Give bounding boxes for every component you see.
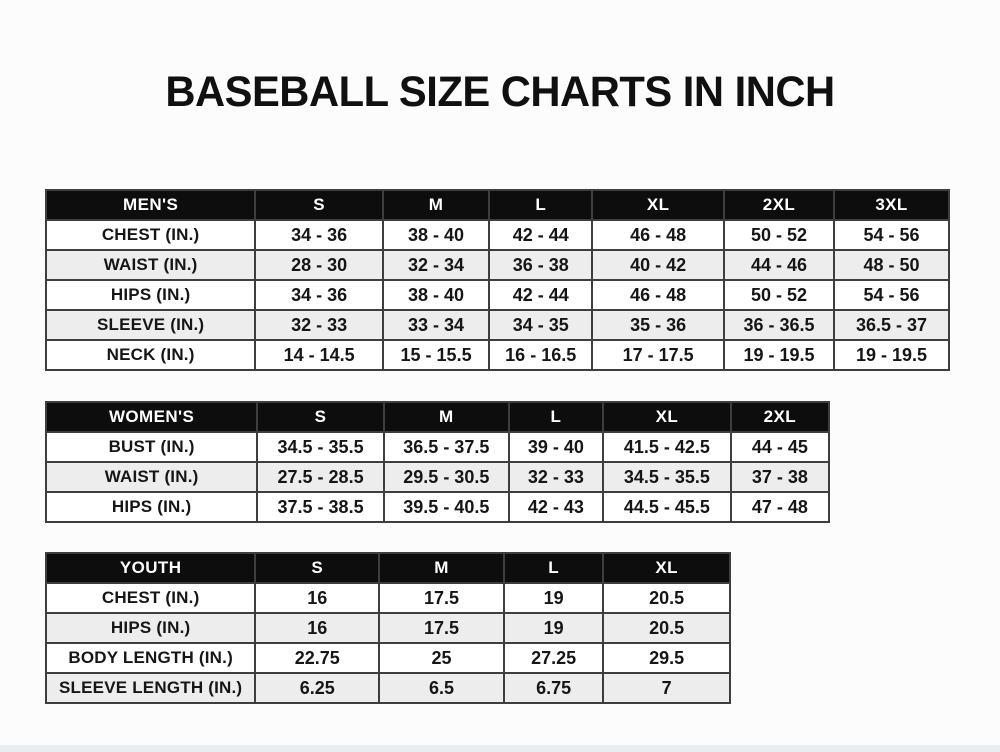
mens-size-header-2xl: 2XL bbox=[725, 191, 833, 219]
mens-value-cell: 50 - 52 bbox=[725, 281, 833, 309]
mens-size-header-l: L bbox=[490, 191, 591, 219]
womens-value-cell: 37.5 - 38.5 bbox=[258, 493, 383, 521]
womens-size-header-s: S bbox=[258, 403, 383, 431]
youth-value-cell: 16 bbox=[256, 614, 378, 642]
mens-value-cell: 34 - 35 bbox=[490, 311, 591, 339]
womens-value-cell: 29.5 - 30.5 bbox=[385, 463, 508, 491]
youth-value-cell: 27.25 bbox=[505, 644, 602, 672]
youth-value-cell: 17.5 bbox=[380, 614, 503, 642]
mens-size-header-m: M bbox=[384, 191, 488, 219]
page-title: BASEBALL SIZE CHARTS IN INCH bbox=[165, 68, 835, 116]
mens-value-cell: 19 - 19.5 bbox=[725, 341, 833, 369]
womens-value-cell: 36.5 - 37.5 bbox=[385, 433, 508, 461]
mens-value-cell: 54 - 56 bbox=[835, 281, 948, 309]
womens-value-cell: 32 - 33 bbox=[510, 463, 602, 491]
womens-value-cell: 44 - 45 bbox=[732, 433, 828, 461]
youth-measurement-label: BODY LENGTH (IN.) bbox=[47, 644, 254, 672]
mens-value-cell: 54 - 56 bbox=[835, 221, 948, 249]
mens-value-cell: 42 - 44 bbox=[490, 281, 591, 309]
youth-value-cell: 19 bbox=[505, 614, 602, 642]
mens-value-cell: 50 - 52 bbox=[725, 221, 833, 249]
mens-value-cell: 44 - 46 bbox=[725, 251, 833, 279]
mens-value-cell: 38 - 40 bbox=[384, 221, 488, 249]
scan-edge-artifact bbox=[0, 745, 1000, 752]
mens-value-cell: 15 - 15.5 bbox=[384, 341, 488, 369]
womens-size-table bbox=[45, 401, 830, 523]
mens-value-cell: 35 - 36 bbox=[593, 311, 723, 339]
youth-value-cell: 16 bbox=[256, 584, 378, 612]
mens-value-cell: 17 - 17.5 bbox=[593, 341, 723, 369]
mens-value-cell: 46 - 48 bbox=[593, 281, 723, 309]
youth-size-header-m: M bbox=[380, 554, 503, 582]
mens-measurement-label: WAIST (IN.) bbox=[47, 251, 254, 279]
mens-value-cell: 16 - 16.5 bbox=[490, 341, 591, 369]
womens-measurement-label: BUST (IN.) bbox=[47, 433, 256, 461]
youth-measurement-label: CHEST (IN.) bbox=[47, 584, 254, 612]
youth-value-cell: 17.5 bbox=[380, 584, 503, 612]
mens-size-header-xl: XL bbox=[593, 191, 723, 219]
youth-size-header-l: L bbox=[505, 554, 602, 582]
mens-value-cell: 42 - 44 bbox=[490, 221, 591, 249]
mens-group-header: MEN'S bbox=[47, 191, 254, 219]
womens-measurement-label: HIPS (IN.) bbox=[47, 493, 256, 521]
mens-value-cell: 14 - 14.5 bbox=[256, 341, 382, 369]
mens-value-cell: 36 - 38 bbox=[490, 251, 591, 279]
youth-value-cell: 19 bbox=[505, 584, 602, 612]
youth-size-table bbox=[45, 552, 731, 704]
youth-measurement-label: SLEEVE LENGTH (IN.) bbox=[47, 674, 254, 702]
youth-size-header-s: S bbox=[256, 554, 378, 582]
womens-value-cell: 47 - 48 bbox=[732, 493, 828, 521]
womens-size-header-2xl: 2XL bbox=[732, 403, 828, 431]
mens-value-cell: 46 - 48 bbox=[593, 221, 723, 249]
youth-value-cell: 6.25 bbox=[256, 674, 378, 702]
mens-value-cell: 33 - 34 bbox=[384, 311, 488, 339]
womens-value-cell: 27.5 - 28.5 bbox=[258, 463, 383, 491]
mens-value-cell: 19 - 19.5 bbox=[835, 341, 948, 369]
womens-size-header-xl: XL bbox=[604, 403, 730, 431]
youth-size-header-xl: XL bbox=[604, 554, 729, 582]
youth-value-cell: 29.5 bbox=[604, 644, 729, 672]
mens-value-cell: 28 - 30 bbox=[256, 251, 382, 279]
mens-value-cell: 32 - 34 bbox=[384, 251, 488, 279]
mens-value-cell: 38 - 40 bbox=[384, 281, 488, 309]
mens-measurement-label: CHEST (IN.) bbox=[47, 221, 254, 249]
youth-measurement-label: HIPS (IN.) bbox=[47, 614, 254, 642]
womens-measurement-label: WAIST (IN.) bbox=[47, 463, 256, 491]
mens-size-header-3xl: 3XL bbox=[835, 191, 948, 219]
youth-value-cell: 25 bbox=[380, 644, 503, 672]
mens-size-header-s: S bbox=[256, 191, 382, 219]
mens-measurement-label: HIPS (IN.) bbox=[47, 281, 254, 309]
womens-value-cell: 39.5 - 40.5 bbox=[385, 493, 508, 521]
womens-value-cell: 37 - 38 bbox=[732, 463, 828, 491]
womens-value-cell: 34.5 - 35.5 bbox=[604, 463, 730, 491]
youth-value-cell: 22.75 bbox=[256, 644, 378, 672]
mens-value-cell: 40 - 42 bbox=[593, 251, 723, 279]
mens-value-cell: 36 - 36.5 bbox=[725, 311, 833, 339]
womens-group-header: WOMEN'S bbox=[47, 403, 256, 431]
womens-value-cell: 41.5 - 42.5 bbox=[604, 433, 730, 461]
mens-size-table bbox=[45, 189, 950, 371]
mens-value-cell: 34 - 36 bbox=[256, 221, 382, 249]
youth-value-cell: 6.5 bbox=[380, 674, 503, 702]
mens-measurement-label: NECK (IN.) bbox=[47, 341, 254, 369]
womens-value-cell: 34.5 - 35.5 bbox=[258, 433, 383, 461]
mens-value-cell: 34 - 36 bbox=[256, 281, 382, 309]
mens-value-cell: 32 - 33 bbox=[256, 311, 382, 339]
womens-value-cell: 42 - 43 bbox=[510, 493, 602, 521]
youth-group-header: YOUTH bbox=[47, 554, 254, 582]
mens-measurement-label: SLEEVE (IN.) bbox=[47, 311, 254, 339]
womens-size-header-l: L bbox=[510, 403, 602, 431]
womens-value-cell: 44.5 - 45.5 bbox=[604, 493, 730, 521]
womens-size-header-m: M bbox=[385, 403, 508, 431]
mens-value-cell: 36.5 - 37 bbox=[835, 311, 948, 339]
womens-value-cell: 39 - 40 bbox=[510, 433, 602, 461]
mens-value-cell: 48 - 50 bbox=[835, 251, 948, 279]
youth-value-cell: 20.5 bbox=[604, 614, 729, 642]
youth-value-cell: 6.75 bbox=[505, 674, 602, 702]
youth-value-cell: 7 bbox=[604, 674, 729, 702]
youth-value-cell: 20.5 bbox=[604, 584, 729, 612]
